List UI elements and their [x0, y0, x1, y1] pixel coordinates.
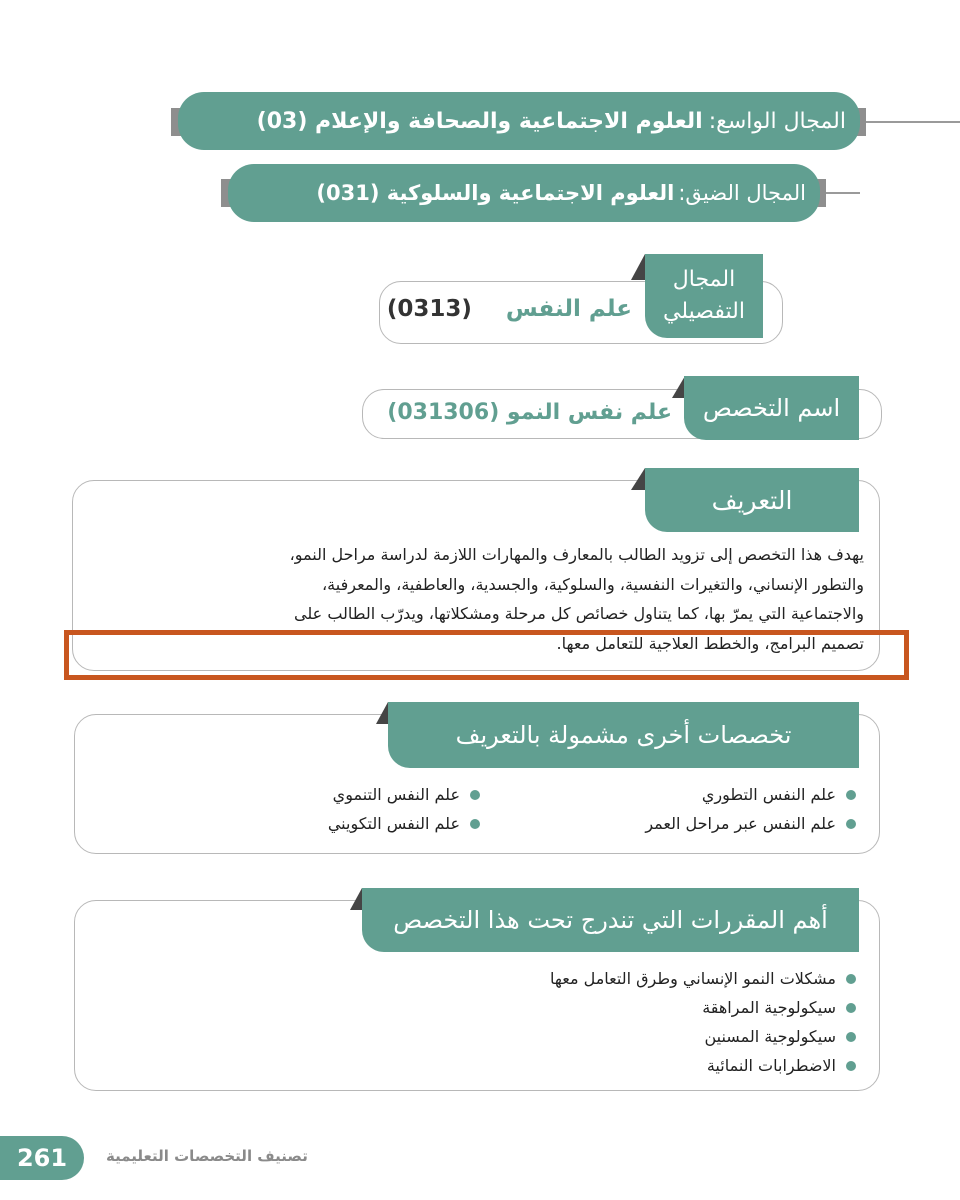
- highlight-box: [64, 630, 909, 680]
- definition-tab-notch: [631, 468, 645, 490]
- definition-line-2: والتطور الإنساني، والتغيرات النفسية، والسلوكية، والجسدية، والعاطفية، والمعرفية،: [322, 574, 864, 594]
- detailed-field-value: علم النفس: [505, 296, 632, 322]
- definition-line-1: يهدف هذا التخصص إلى تزويد الطالب بالمعارف والمهارات اللازمة لدراسة مراحل النمو،: [289, 545, 864, 564]
- narrow-field-value: العلوم الاجتماعية والسلوكية (031): [316, 181, 675, 205]
- other-specializations-tab-notch: [376, 702, 388, 724]
- detailed-field-tab-notch: [631, 254, 645, 280]
- courses-tab-notch: [350, 888, 362, 910]
- detailed-field-tab-line1: المجال: [672, 267, 736, 292]
- courses-title: أهم المقررات التي تندرج تحت هذا التخصص: [393, 906, 828, 934]
- list-item: علم النفس عبر مراحل العمر: [645, 809, 858, 838]
- broad-field-connector: [862, 121, 960, 123]
- broad-field-pill: [178, 92, 860, 150]
- other-specializations-title: تخصصات أخرى مشمولة بالتعريف: [455, 721, 792, 749]
- specialization-value: علم نفس النمو (031306): [387, 400, 672, 425]
- definition-title: التعريف: [711, 485, 793, 515]
- definition-tab: [645, 468, 859, 532]
- other-specializations-right-list: [645, 780, 858, 838]
- other-specializations-left-list: [328, 780, 482, 838]
- specialization-tab: [684, 376, 859, 440]
- narrow-field-label: المجال الضيق:: [678, 181, 806, 205]
- narrow-field-connector: [824, 192, 860, 194]
- page-number: 261: [0, 1136, 84, 1180]
- courses-list: [550, 964, 858, 1080]
- detailed-field-tab: [645, 254, 763, 338]
- list-item: علم النفس التكويني: [328, 809, 482, 838]
- detailed-field-tab-line2: التفصيلي: [663, 299, 745, 324]
- list-item: علم النفس التطوري: [645, 780, 858, 809]
- definition-line-4: تصميم البرامج، والخطط العلاجية للتعامل معها.: [556, 633, 864, 653]
- detailed-field-code: (0313): [386, 296, 472, 322]
- list-item: مشكلات النمو الإنساني وطرق التعامل معها: [550, 964, 858, 993]
- specialization-tab-label: اسم التخصص: [702, 394, 841, 422]
- list-item: سيكولوجية المراهقة: [550, 993, 858, 1022]
- list-item: سيكولوجية المسنين: [550, 1022, 858, 1051]
- definition-line-3: والاجتماعية التي يمرّ بها، كما يتناول خصائص كل مرحلة ومشكلاتها، ويدرّب الطالب على: [294, 604, 864, 623]
- broad-field-value: العلوم الاجتماعية والصحافة والإعلام (03): [256, 108, 703, 134]
- broad-field-label: المجال الواسع:: [708, 108, 846, 134]
- narrow-field-pill: [228, 164, 820, 222]
- list-item: علم النفس التنموي: [328, 780, 482, 809]
- courses-tab: [362, 888, 859, 952]
- detailed-field-value-row: [387, 296, 632, 322]
- list-item: الاضطرابات النمائية: [550, 1051, 858, 1080]
- footer-title: تصنيف التخصصات التعليمية: [106, 1147, 308, 1165]
- other-specializations-tab: [388, 702, 859, 768]
